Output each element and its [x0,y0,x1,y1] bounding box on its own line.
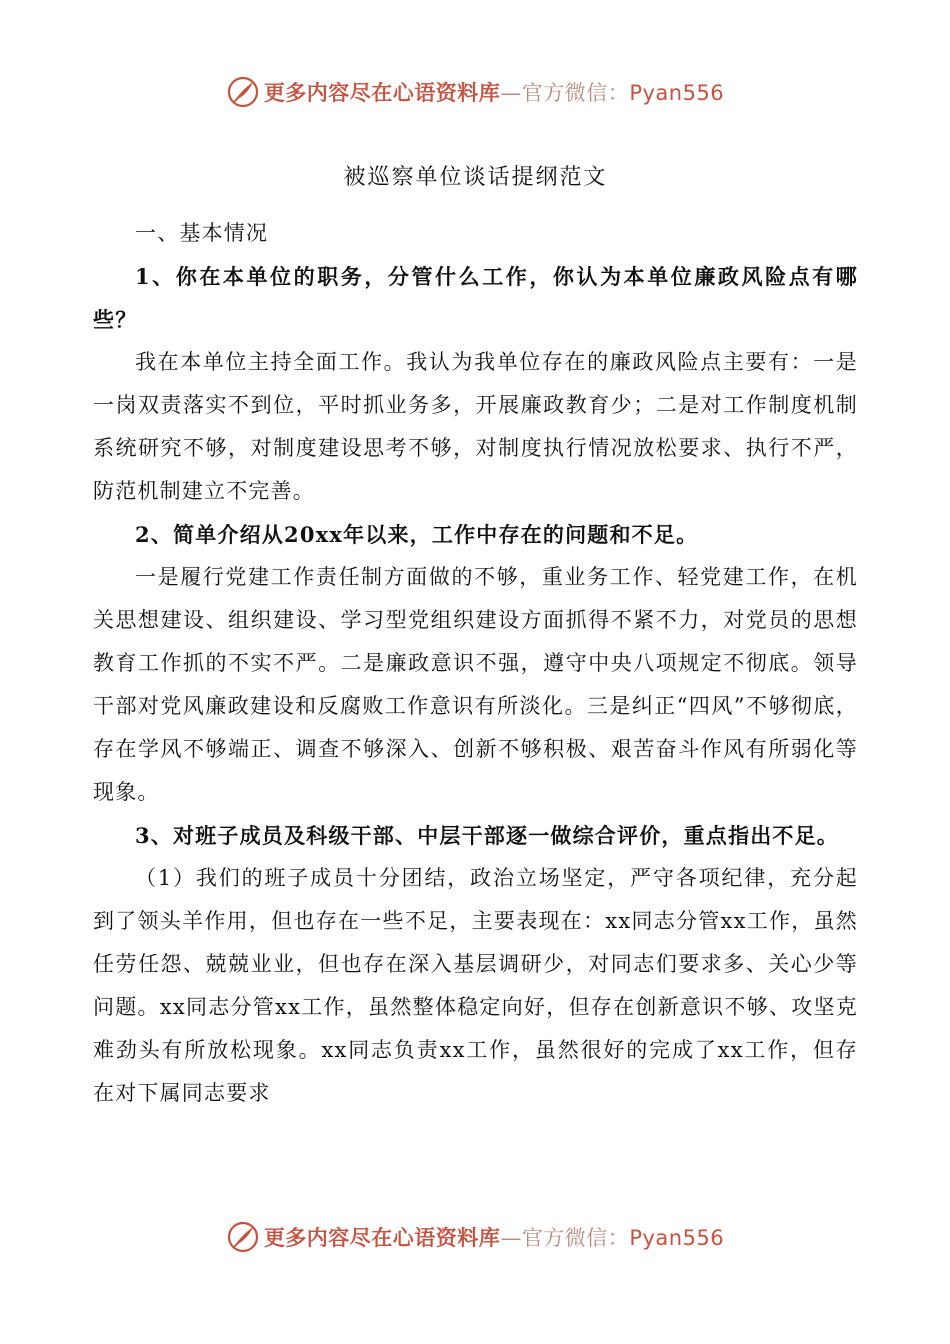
question-1: 1、你在本单位的职务，分管什么工作，你认为本单位廉政风险点有哪些？ [93,264,858,332]
document-title: 被巡察单位谈话提纲范文 [343,165,608,190]
question-3: 3、对班子成员及科级干部、中层干部逐一做综合评价，重点指出不足。 [135,823,840,848]
watermark-separator: —官方微信： [500,1226,630,1250]
watermark-main-text: 更多内容尽在心语资料库 [263,81,501,105]
section-heading-basic-info: 一、基本情况 [135,221,269,245]
watermark-wechat-id: Pyan556 [629,1226,725,1250]
document-body [93,160,858,1115]
watermark-header [0,72,950,112]
question-2: 2、简单介绍从20xx年以来，工作中存在的问题和不足。 [135,522,699,547]
watermark-separator: —官方微信： [500,81,630,105]
answer-1: 我在本单位主持全面工作。我认为我单位存在的廉政风险点主要有：一是一岗双责落实不到位，平时抓业务多，开展廉政教育少；二是对工作制度机制系统研究不够，对制度建设思考不够，对制度执行情况放松要求、执行不严，防范机制建立不完善。 [93,350,858,503]
watermark-wechat-id: Pyan556 [629,81,725,105]
quill-logo-icon [226,1220,260,1254]
watermark-main-text: 更多内容尽在心语资料库 [263,1226,501,1250]
answer-3: （1）我们的班子成员十分团结，政治立场坚定，严守各项纪律，充分起到了领头羊作用，但也存在一些不足，主要表现在：xx同志分管xx工作，虽然任劳任怨、兢兢业业，但也存在深入基层调研少，对同志们要求多、关心少等问题。xx同志分管xx工作，虽然整体稳定向好，但存在创新意识不够、攻坚克难劲头有所放松现象。xx同志负责xx工作，虽然很好的完成了xx工作，但存在对下属同志要求 [93,866,858,1105]
watermark-footer [0,1217,950,1257]
answer-2: 一是履行党建工作责任制方面做的不够，重业务工作、轻党建工作，在机关思想建设、组织建设、学习型党组织建设方面抓得不紧不力，对党员的思想教育工作抓的不实不严。二是廉政意识不强，遵守中央八项规定不彻底。领导干部对党风廉政建设和反腐败工作意识有所淡化。三是纠正“四风”不够彻底，存在学风不够端正、调查不够深入、创新不够积极、艰苦奋斗作风有所弱化等现象。 [93,565,858,804]
quill-logo-icon [226,75,260,109]
